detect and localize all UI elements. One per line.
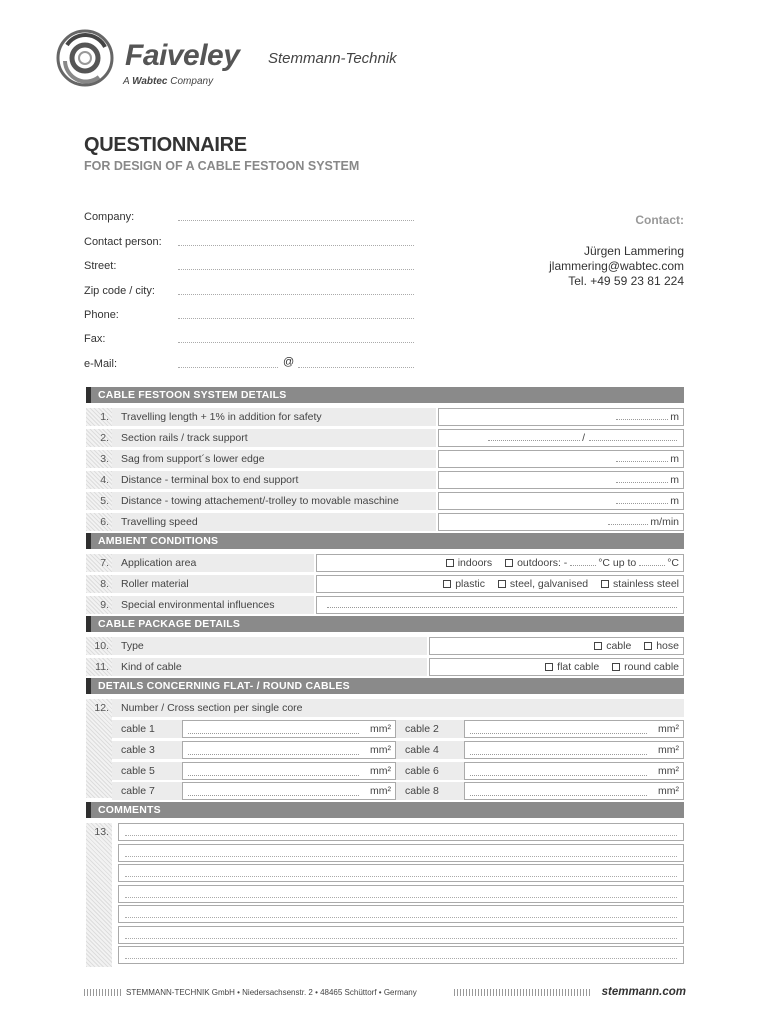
fax-field[interactable] <box>178 342 414 343</box>
round-cable-checkbox[interactable] <box>612 663 620 671</box>
kind-of-cable-options <box>429 658 684 676</box>
option-label: cable <box>606 640 632 652</box>
tagline-prefix: A <box>123 76 130 87</box>
indoors-checkbox[interactable] <box>446 559 454 567</box>
cable-6-input[interactable] <box>464 762 684 780</box>
street-field[interactable] <box>178 269 414 270</box>
section-rails-input[interactable] <box>438 429 684 447</box>
row-label: Roller material <box>112 575 314 593</box>
max-temp-field[interactable] <box>639 557 665 566</box>
row-label: Special environmental influences <box>112 596 314 614</box>
application-area-options <box>316 554 684 572</box>
sag-input[interactable] <box>438 450 684 468</box>
comment-line[interactable] <box>118 823 684 841</box>
section-title: COMMENTS <box>98 804 161 816</box>
option-label: outdoors: <box>517 557 561 569</box>
travelling-speed-input[interactable] <box>438 513 684 531</box>
cable-5-input[interactable] <box>182 762 396 780</box>
cable-label: cable 2 <box>396 720 464 738</box>
type-options <box>429 637 684 655</box>
row-label: Kind of cable <box>112 658 427 676</box>
unit: mm² <box>370 765 391 777</box>
contact-email: jlammering@wabtec.com <box>549 259 684 273</box>
zip-city-label: Zip code / city: <box>84 285 155 297</box>
option-label: round cable <box>624 661 679 673</box>
row-number: 12. <box>94 702 109 714</box>
row-label: Type <box>112 637 427 655</box>
row-label: Sag from support´s lower edge <box>112 450 436 468</box>
separator: / <box>582 432 585 444</box>
unit: m <box>670 495 679 507</box>
unit: mm² <box>658 765 679 777</box>
brand-name: Faiveley <box>125 39 240 72</box>
cable-4-input[interactable] <box>464 741 684 759</box>
section-title: DETAILS CONCERNING FLAT- / ROUND CABLES <box>98 680 350 692</box>
row-number: 1. <box>86 408 112 426</box>
environmental-influences-input[interactable] <box>316 596 684 614</box>
cable-7-input[interactable] <box>182 782 396 800</box>
email-label: e-Mail: <box>84 358 118 370</box>
option-label: steel, galvanised <box>509 578 589 590</box>
section-title: CABLE PACKAGE DETAILS <box>98 618 241 630</box>
stainless-steel-checkbox[interactable] <box>601 580 609 588</box>
cable-label: cable 7 <box>112 782 182 800</box>
row-number-strip <box>86 823 112 967</box>
steel-galvanised-checkbox[interactable] <box>498 580 506 588</box>
section-header-comments <box>86 802 684 818</box>
section-header-cables <box>86 678 684 694</box>
unit: m <box>670 453 679 465</box>
footer-hatch <box>454 989 592 996</box>
unit: m <box>670 474 679 486</box>
cable-8-input[interactable] <box>464 782 684 800</box>
street-label: Street: <box>84 260 117 272</box>
footer-address: STEMMANN-TECHNIK GmbH • Niedersachsenstr. 2 • 48465 Schüttorf • Germany <box>126 988 417 997</box>
cable-label: cable 4 <box>396 741 464 759</box>
row-label: Distance - towing attachement/-trolley to movable maschine <box>112 492 436 510</box>
email-domain-field[interactable] <box>298 367 414 368</box>
section-header-festoon <box>86 387 684 403</box>
cable-3-input[interactable] <box>182 741 396 759</box>
comment-line[interactable] <box>118 864 684 882</box>
option-label: stainless steel <box>613 578 679 590</box>
unit: m/min <box>650 516 679 528</box>
faiveley-logo-icon <box>55 25 119 89</box>
footer-url[interactable]: stemmann.com <box>601 986 686 998</box>
brand-division: Stemmann-Technik <box>268 50 397 67</box>
cable-label: cable 3 <box>112 741 182 759</box>
unit: °C up to <box>598 557 637 569</box>
unit: °C <box>667 557 679 569</box>
contact-person-label: Contact person: <box>84 236 162 248</box>
min-temp-field[interactable] <box>570 557 596 566</box>
row-number: 5. <box>86 492 112 510</box>
unit: mm² <box>370 744 391 756</box>
outdoors-checkbox[interactable] <box>505 559 513 567</box>
contact-person-field[interactable] <box>178 245 414 246</box>
row-label: Travelling length + 1% in addition for safety <box>112 408 436 426</box>
brand-tagline <box>123 76 213 87</box>
hose-checkbox[interactable] <box>644 642 652 650</box>
phone-field[interactable] <box>178 318 414 319</box>
contact-heading: Contact: <box>635 213 684 227</box>
row-number: 9. <box>86 596 112 614</box>
comment-line[interactable] <box>118 926 684 944</box>
minus-sign: - <box>563 557 568 569</box>
row-label: Section rails / track support <box>112 429 436 447</box>
option-label: plastic <box>455 578 485 590</box>
unit: mm² <box>658 785 679 797</box>
row-number: 7. <box>86 554 112 572</box>
zip-city-field[interactable] <box>178 294 414 295</box>
section-title: AMBIENT CONDITIONS <box>98 535 219 547</box>
tagline-company: Wabtec <box>132 76 168 87</box>
phone-label: Phone: <box>84 309 119 321</box>
flat-cable-checkbox[interactable] <box>545 663 553 671</box>
row-number: 3. <box>86 450 112 468</box>
contact-phone: Tel. +49 59 23 81 224 <box>568 274 684 288</box>
cable-checkbox[interactable] <box>594 642 602 650</box>
row-label: Distance - terminal box to end support <box>112 471 436 489</box>
page-subtitle: FOR DESIGN OF A CABLE FESTOON SYSTEM <box>84 159 360 173</box>
footer-hatch <box>84 989 122 996</box>
comment-line[interactable] <box>118 905 684 923</box>
cable-label: cable 8 <box>396 782 464 800</box>
row-label: Application area <box>112 554 314 572</box>
row-number: 6. <box>86 513 112 531</box>
row-label: Travelling speed <box>112 513 436 531</box>
unit: mm² <box>658 723 679 735</box>
unit: m <box>670 411 679 423</box>
unit: mm² <box>370 785 391 797</box>
option-label: indoors <box>457 557 493 569</box>
company-logo <box>55 25 435 95</box>
cable-1-input[interactable] <box>182 720 396 738</box>
page-title: QUESTIONNAIRE <box>84 134 247 156</box>
unit: mm² <box>658 744 679 756</box>
comment-line[interactable] <box>118 946 684 964</box>
row-number: 8. <box>86 575 112 593</box>
plastic-checkbox[interactable] <box>443 580 451 588</box>
comment-line[interactable] <box>118 885 684 903</box>
contact-name: Jürgen Lammering <box>583 244 684 258</box>
row-number: 13. <box>94 826 109 838</box>
option-label: hose <box>656 640 679 652</box>
cable-label: cable 5 <box>112 762 182 780</box>
cable-label: cable 6 <box>396 762 464 780</box>
travelling-length-input[interactable] <box>438 408 684 426</box>
fax-label: Fax: <box>84 333 106 345</box>
email-user-field[interactable] <box>178 367 278 368</box>
row-number: 2. <box>86 429 112 447</box>
cable-label: cable 1 <box>112 720 182 738</box>
company-field[interactable] <box>178 220 414 221</box>
row-number: 11. <box>86 658 112 676</box>
section-title: CABLE FESTOON SYSTEM DETAILS <box>98 389 287 401</box>
tagline-suffix: Company <box>170 76 214 87</box>
section-header-ambient <box>86 533 684 549</box>
section-header-package <box>86 616 684 632</box>
terminal-distance-input[interactable] <box>438 471 684 489</box>
company-label: Company: <box>84 211 135 223</box>
option-label: flat cable <box>557 661 600 673</box>
unit: mm² <box>370 723 391 735</box>
row-number: 4. <box>86 471 112 489</box>
footer <box>84 986 686 1000</box>
row-number: 10. <box>86 637 112 655</box>
towing-distance-input[interactable] <box>438 492 684 510</box>
row-label: Number / Cross section per single core <box>112 699 684 717</box>
comment-line[interactable] <box>118 844 684 862</box>
roller-material-options <box>316 575 684 593</box>
cable-2-input[interactable] <box>464 720 684 738</box>
email-at-sign: @ <box>283 356 295 368</box>
